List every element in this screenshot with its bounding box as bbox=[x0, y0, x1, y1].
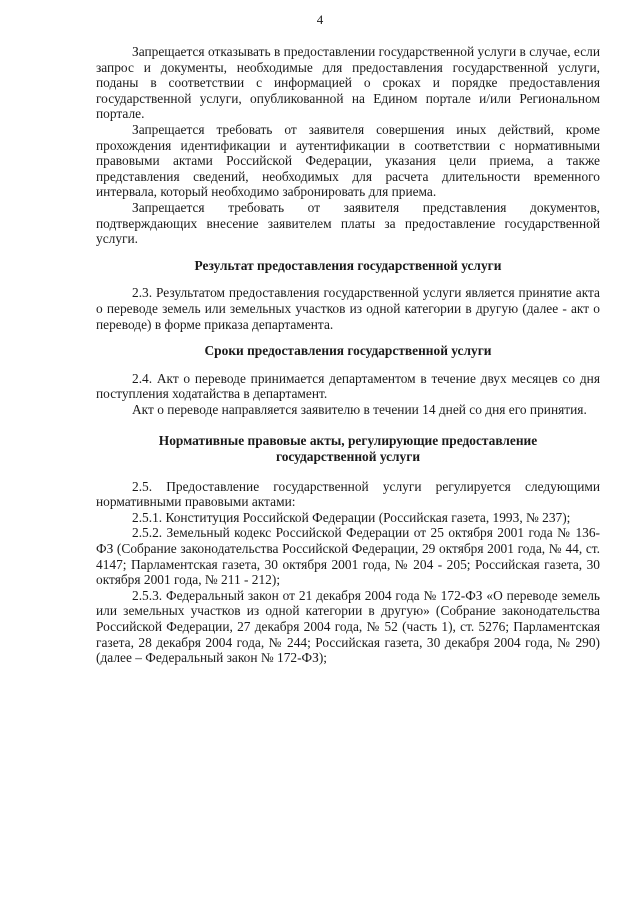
paragraph-2-5: 2.5. Предоставление государственной услуги регулируется следующими нормативными правовыми актами: bbox=[96, 478, 600, 510]
document-body bbox=[96, 44, 600, 666]
paragraph-2-3: 2.3. Результатом предоставления государственной услуги является принятие акта о переводе земель или земельных участков из одной категории в другую (далее - акт о переводе) в форме приказа департамента. bbox=[96, 285, 600, 332]
paragraph-2-4: 2.4. Акт о переводе принимается департаментом в течение двух месяцев со дня поступления ходатайства в департамент. bbox=[96, 370, 600, 402]
paragraph-refusal-prohibition: Запрещается отказывать в предоставлении государственной услуги в случае, если запрос и документы, необходимые для предоставления государственной услуги, поданы в соответствии с информацией о сроках и порядке предоставления государственной услуги, опубликованной на Едином портале и/или Региональном портале. bbox=[96, 44, 600, 122]
paragraph-act-delivery: Акт о переводе направляется заявителю в течении 14 дней со дня его принятия. bbox=[132, 401, 587, 417]
heading-service-terms: Сроки предоставления государственной услуги bbox=[204, 343, 492, 359]
paragraph-payment-prohibition: Запрещается требовать от заявителя представления документов, подтверждающих внесение заявителем платы за предоставление государственной услуги. bbox=[96, 199, 600, 247]
heading-service-result: Результат предоставления государственной услуги bbox=[194, 257, 502, 273]
paragraph-2-5-1: 2.5.1. Конституция Российской Федерации (Российская газета, 1993, № 237); bbox=[132, 509, 571, 525]
page-number: 4 bbox=[316, 12, 324, 27]
paragraph-actions-prohibition: Запрещается требовать от заявителя совершения иных действий, кроме прохождения идентификации и аутентификации в соответствии с нормативными правовыми актами Российской Федерации, указания цели приема, а также представления сведений, необходимых для расчета длительности временного интервала, который необходимо забронировать для приема. bbox=[96, 121, 600, 200]
heading-legal-acts: Нормативные правовые акты, регулирующие предоставление государственной услуги bbox=[158, 433, 538, 465]
paragraph-2-5-3: 2.5.3. Федеральный закон от 21 декабря 2004 года № 172-ФЗ «О переводе земель или земельных участков из одной категории в другую» (Собрание законодательства Российской Федерации, 27 декабря 2004 года, № 52 (часть 1), ст. 5276; Парламентская газета, 28 декабря 2004 года, № 244; Российская газета, 30 декабря 2004 года, № 290) (далее – Федеральный закон № 172-ФЗ); bbox=[96, 587, 600, 666]
paragraph-2-5-2: 2.5.2. Земельный кодекс Российской Федерации от 25 октября 2001 года № 136-ФЗ (Собрание законодательства Российской Федерации, 29 октября 2001 года, № 44, ст. 4147; Парламентская газета, 30 октября 2001 года, № 204 - 205; Российская газета, 30 октября 2001 года, № 211 - 212); bbox=[96, 525, 600, 588]
